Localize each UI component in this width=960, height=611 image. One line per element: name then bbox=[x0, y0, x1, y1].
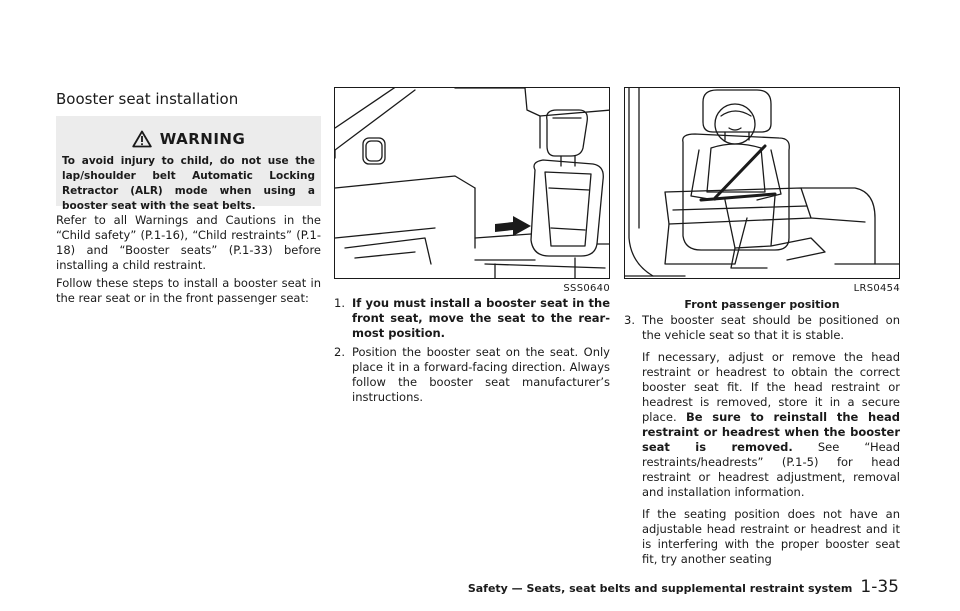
step-number: 2. bbox=[334, 345, 345, 359]
warning-triangle-icon bbox=[132, 130, 152, 148]
booster-drawing bbox=[625, 88, 900, 279]
section-title: Booster seat installation bbox=[56, 90, 239, 108]
step-text: Position the booster seat on the seat. Only place it in a forward-facing direction. Always follow the booster seat manufacturer’s instructions. bbox=[352, 345, 610, 404]
step-text-bold: If you must install a booster seat in the front seat, move the seat to the rear-most position. bbox=[352, 296, 610, 340]
figure-code: LRS0454 bbox=[853, 283, 900, 294]
intro-paragraph: Refer to all Warnings and Cautions in the “Child safety” (P.1-16), “Child restraints” (P.1-18) and “Booster seats” (P.1-33) before installing a child restraint. bbox=[56, 213, 321, 272]
figure-caption: Front passenger position bbox=[684, 298, 840, 311]
footer-text: Safety — Seats, seat belts and supplemental restraint system bbox=[467, 582, 853, 595]
arrow-right-icon bbox=[495, 216, 531, 236]
step-text-detail: If necessary, adjust or remove the head restraint or headrest to obtain the correct booster seat fit. If the head restraint or headrest is removed, store it in a secure place. Be sure to reinstall the head restraint or headrest when the booster seat is removed. See “Head restraints/headrests” (P.1-5) for head restraint or headrest adjustment, removal and installation information. bbox=[642, 350, 901, 499]
step-1 bbox=[334, 296, 610, 341]
warning-box bbox=[56, 116, 321, 212]
warning-heading: WARNING bbox=[159, 130, 246, 148]
page-footer bbox=[468, 577, 899, 597]
seat-illustration bbox=[334, 87, 610, 279]
warning-header bbox=[56, 130, 321, 148]
page-number: 1-35 bbox=[860, 577, 899, 597]
step-number: 3. bbox=[624, 313, 635, 327]
booster-illustration bbox=[624, 87, 900, 279]
seat-drawing bbox=[335, 88, 610, 279]
steps-intro-paragraph: Follow these steps to install a booster seat in the rear seat or in the front passenger seat: bbox=[56, 276, 321, 305]
figure-code: SSS0640 bbox=[563, 283, 610, 294]
step-3 bbox=[624, 313, 900, 574]
step-2 bbox=[334, 345, 610, 405]
warning-text: To avoid injury to child, do not use the lap/shoulder belt Automatic Locking Retractor (ALR) mode when using a booster seat with the seat belts. bbox=[62, 155, 315, 212]
step-text-continued: If the seating position does not have an adjustable head restraint or headrest and it is interfering with the proper booster seat fit, try another seating bbox=[642, 507, 900, 566]
step-text: The booster seat should be positioned on the vehicle seat so that it is stable. bbox=[642, 313, 900, 342]
step-number: 1. bbox=[334, 296, 345, 310]
